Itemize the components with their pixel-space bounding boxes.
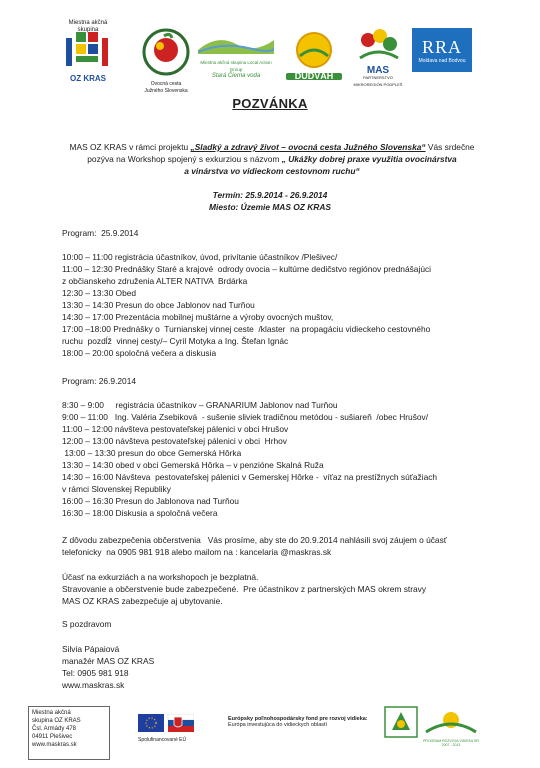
intro-text-2: Vás srdečne (425, 142, 475, 152)
address-line: Miestna akčná (32, 710, 71, 716)
program-item: 9:00 – 11:00 Ing. Valéria Zsebiková - sušenie sliviek tradičnou metódou - sušiareň /obec Hrušov/ (62, 412, 429, 422)
program-item: 16:00 – 16:30 Presun do Jablonova nad Turňou (62, 496, 239, 506)
program-item: 13:00 – 13:30 presun do obce Gemerská Hôrka (62, 448, 242, 458)
address-line: www.maskras.sk (32, 742, 77, 748)
rra-logo (412, 28, 472, 84)
program-item: 13:30 – 14:30 obed v obci Gemerská Hôrka – v penzióne Skalná Ruža (62, 460, 324, 470)
notice-line-2: telefonicky na 0905 981 918 alebo mailom na : kancelaria @maskras.sk (62, 547, 332, 557)
program-item: z občianskeho združenia ALTER NATIVA Brdárka (62, 276, 248, 286)
signature-block (62, 643, 492, 691)
invitation-intro (62, 141, 482, 177)
fund-title: Európsky poľnohospodársky fond pre rozvoj vidieka: (228, 716, 368, 722)
signature-web[interactable]: www.maskras.sk (62, 680, 125, 690)
mas-partnerstvo-name: MAS (366, 65, 390, 76)
page-title: POZVÁNKA (232, 96, 308, 111)
rural-development-label: PROGRAM ROZVOJA VIDIEKA SR 2007 - 2013 (423, 739, 479, 747)
program-item: 11:00 – 12:30 Prednášky Staré a krajové odrody ovocia – kultúrne dedičstvo regiónov prednášajúci (62, 264, 432, 274)
event-location: Miesto: Územie MAS OZ KRAS (209, 202, 331, 212)
program-item: 13:30 – 14:30 Presun do obce Jablonov nad Turňou (62, 300, 255, 310)
program-item: 14:30 – 16:00 Návšteva pestovateľskej pálenici v Gemerskej Hôrke - víťaz na prestížnych súťažiach (62, 472, 438, 482)
info-line-3: MAS OZ KRAS zabezpečuje aj ubytovanie. (62, 596, 223, 606)
ovocna-cesta-label: Ovocná cesta Južného Slovenska (144, 81, 188, 94)
flower-icon (350, 28, 406, 62)
rra-name: RRA (421, 36, 462, 57)
fund-text (228, 716, 388, 728)
signature-phone: Tel: 0905 981 918 (62, 668, 129, 678)
footer (28, 706, 514, 762)
greeting: S pozdravom (62, 619, 112, 629)
program-day-2-header: Program: 26.9.2014 (62, 376, 137, 386)
dudvah-name: DUDVÁH (286, 73, 342, 80)
notice-line-1: Z dôvodu zabezpečenia občerstvenia Vás prosíme, aby ste do 20.9.2014 nahlásili svoj záujem o účasť (62, 535, 447, 545)
program-day-1-header: Program: 25.9.2014 (62, 228, 139, 238)
program-day-1 (62, 227, 492, 359)
workshop-title-1: „ Ukážky dobrej praxe využitia ovocinárstva (281, 154, 457, 164)
oz-kras-emblem-icon (64, 28, 112, 70)
address-line: 04911 Plešivec (32, 734, 73, 740)
leader-icon (384, 706, 418, 738)
signature-role: manažér MAS OZ KRAS (62, 656, 155, 666)
registration-notice (62, 534, 492, 558)
intro-text-1: MAS OZ KRAS v rámci projektu (69, 142, 191, 152)
program-item: 12:30 – 13:30 Obed (62, 288, 137, 298)
program-day-2 (62, 375, 492, 519)
workshop-title-2: a vinárstva vo vidieckom cestovnom ruchu“ (184, 166, 360, 176)
address-box (28, 706, 110, 760)
eu-flag-icon (138, 714, 194, 732)
program-item: 10:00 – 11:00 registrácia účastníkov, úvod, privítanie účastníkov /Plešivec/ (62, 252, 338, 262)
eu-flags (138, 714, 194, 743)
program-item: 16:30 – 18:00 Diskusia a spoločná večera (62, 508, 218, 518)
stara-cierna-voda-name: Stará Čierna voda (211, 73, 261, 79)
mas-oz-kras-logo (64, 20, 112, 84)
landscape-icon (198, 28, 274, 54)
ovocna-cesta-logo (142, 28, 190, 94)
program-item: ruchu pozdĺž vinnej cesty/– Cyril Motyka a Ing. Štefan Ignác (62, 336, 289, 346)
intro-text-3: pozýva na Workshop spojený s exkurziou s názvom (87, 154, 282, 164)
partner-logos (60, 20, 480, 94)
stara-cierna-voda-label: Miestna akčná skupina Local Action Group (200, 60, 272, 72)
mas-partnerstvo-logo (350, 28, 406, 87)
address-line: skupina OZ KRAS (32, 718, 81, 724)
oz-kras-logo-top: Miestna akčná skupina (68, 20, 108, 33)
program-item: 12:00 – 13:00 návšteva pestovateľskej pálenici v obci Hrhov (62, 436, 287, 446)
event-terms (0, 189, 540, 213)
leader-logo (384, 706, 418, 743)
program-item: 11:00 – 12:00 návšteva pestovateľskej pálenici v obci Hrušov (62, 424, 289, 434)
info-line-2: Stravovanie a občerstvenie bude zabezpečené. Pre účastníkov z partnerských MAS okrem stravy (62, 584, 427, 594)
event-date: Termín: 25.9.2014 - 26.9.2014 (212, 190, 328, 200)
rra-sub: Moldava nad Bodvou (418, 57, 466, 64)
fund-subtitle: Európa investujúca do vidieckych oblastí (228, 722, 328, 728)
fruit-circle-icon (142, 28, 190, 76)
program-item: 17:00 –18:00 Prednášky o Turnianskej vinnej ceste /klaster na propagáciu vidieckeho cestovného (62, 324, 431, 334)
oz-kras-logo-name: OZ KRAS (70, 74, 106, 83)
rural-development-logo (422, 706, 480, 747)
project-name: „Sladký a zdravý život – ovocná cesta Južného Slovenska“ (190, 142, 426, 152)
program-item: 8:30 – 9:00 registrácia účastníkov – GRANARIUM Jablonov nad Turňou (62, 400, 338, 410)
info-line-1: Účasť na exkurziách a na workshopoch je bezplatná. (62, 572, 259, 582)
eu-caption: Spolufinancované EÚ (138, 737, 187, 743)
mas-partnerstvo-sub: PARTNERSTVO MIKROREGIÓN PODPLEŠ (353, 75, 403, 87)
program-item: v rámci Slovenskej Republiky (62, 484, 171, 494)
signature-name: Silvia Pápaiová (62, 644, 120, 654)
dudvah-emblem-icon (286, 28, 342, 68)
sun-field-icon (422, 706, 480, 734)
program-item: 14:30 – 17:00 Prezentácia mobilnej muštárne a výroby ovocných muštov, (62, 312, 334, 322)
program-item: 18:00 – 20:00 spoločná večera a diskusia (62, 348, 217, 358)
stara-cierna-voda-logo (198, 28, 274, 84)
participation-info (62, 571, 492, 607)
dudvah-logo (286, 28, 342, 84)
address-line: Čsl. Armády 478 (32, 726, 77, 732)
